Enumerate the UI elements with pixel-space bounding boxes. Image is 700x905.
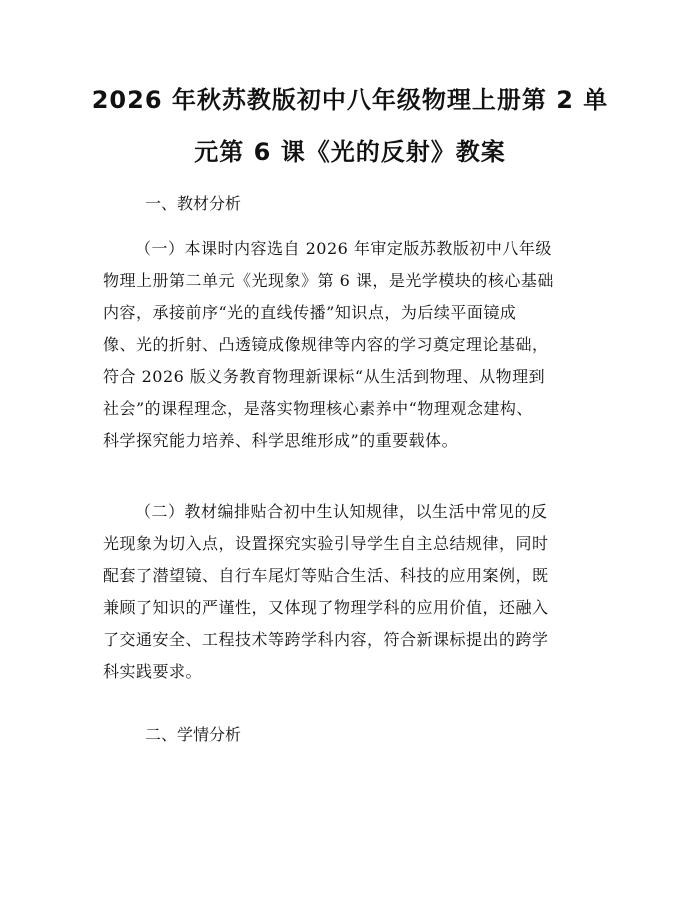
paragraph-line: 像、光的折射、凸透镜成像规律等内容的学习奠定理论基础，	[103, 335, 549, 354]
paragraph-line: 物理上册第二单元《光现象》第 6 课，是光学模块的核心基础	[103, 271, 554, 290]
paragraph-line: 科学探究能力培养、科学思维形成”的重要载体。	[103, 431, 459, 450]
paragraph-line: 内容，承接前序“光的直线传播”知识点，为后续平面镜成	[103, 303, 517, 322]
page-title-line-2: 元第 6 课《光的反射》教案	[194, 138, 506, 166]
paragraph-1	[103, 233, 603, 457]
paragraph-line: （二）教材编排贴合初中生认知规律，以生活中常见的反	[135, 502, 548, 521]
paragraph-line: 社会”的课程理念，是落实物理核心素养中“物理观念建构、	[103, 399, 533, 418]
paragraph-line: 兼顾了知识的严谨性，又体现了物理学科的应用价值，还融入	[103, 598, 549, 617]
paragraph-2	[103, 496, 603, 688]
page-title-line-1: 2026 年秋苏教版初中八年级物理上册第 2 单	[91, 86, 609, 114]
section-heading-student-analysis: 二、学情分析	[145, 725, 242, 744]
paragraph-line: 光现象为切入点，设置探究实验引导学生自主总结规律，同时	[103, 534, 549, 553]
section-heading-textbook-analysis: 一、教材分析	[145, 194, 242, 213]
paragraph-line: 科实践要求。	[103, 662, 203, 681]
paragraph-line: 符合 2026 版义务教育物理新课标“从生活到物理、从物理到	[103, 367, 546, 386]
paragraph-line: 配套了潜望镜、自行车尾灯等贴合生活、科技的应用案例，既	[103, 566, 549, 585]
paragraph-line: 了交通安全、工程技术等跨学科内容，符合新课标提出的跨学	[103, 630, 549, 649]
paragraph-line: （一）本课时内容选自 2026 年审定版苏教版初中八年级	[135, 239, 552, 258]
